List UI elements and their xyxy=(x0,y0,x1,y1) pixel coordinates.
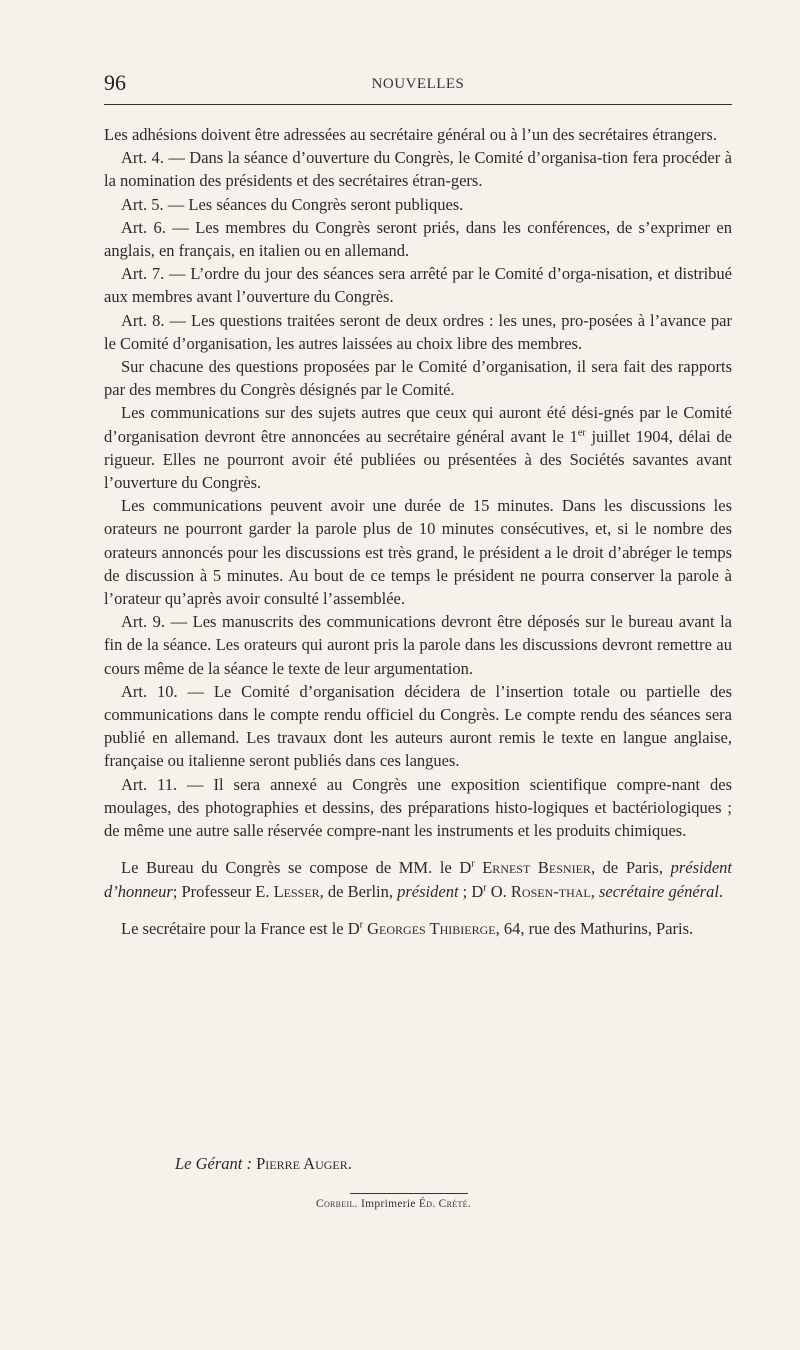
running-title: NOUVELLES xyxy=(371,76,465,92)
paragraph-art-5: Art. 5. — Les séances du Congrès seront publiques. xyxy=(121,194,464,214)
paragraph-art-11: Art. 11. — Il sera annexé au Congrès une exposition scientifique compre-nant des moulages, des photographies et dessins, des préparations histo-logiques et bactériologiques ; de même une autre salle réservée compre-nant les instruments et les produits chimiques. xyxy=(104,774,732,841)
printer-imprint xyxy=(316,1198,471,1210)
bureau-text: ; Professeur E. xyxy=(172,881,274,901)
person-name: O. Rosen-thal xyxy=(486,881,591,901)
printer-text: Imprimerie xyxy=(357,1198,419,1210)
person-role: secrétaire général xyxy=(599,881,719,901)
superscript-r: r xyxy=(359,919,364,931)
paragraph-art-4: Art. 4. — Dans la séance d’ouverture du Congrès, le Comité d’organisa-tion fera procéder à la nomination des présidents et des secrétaires étran-gers. xyxy=(104,148,732,191)
signature-name: Pierre Auger. xyxy=(256,1154,352,1173)
header-rule xyxy=(104,104,732,105)
bureau-text: , de Paris, xyxy=(590,858,671,878)
paragraph-art-7: Art. 7. — L’ordre du jour des séances sera arrêté par le Comité d’orga-nisation, et distribué aux membres avant l’ouverture du Congrès. xyxy=(104,264,732,307)
superscript-r: r xyxy=(483,882,487,893)
paragraph-adhesions: Les adhésions doivent être adressées au secrétaire général ou à l’un des secrétaires étrangers. xyxy=(104,125,717,144)
person-name: Ernest Besnier xyxy=(474,858,591,878)
paragraph-art-9: Art. 9. — Les manuscrits des communications devront être déposés sur le bureau avant la fin de la séance. Les orateurs qui auront pris la parole dans les discussions devront remettre au cours même de la séance le texte de leur argumentation. xyxy=(104,612,732,678)
paragraph-secretaire xyxy=(104,917,732,940)
person-name: Lesser xyxy=(273,881,320,901)
person-role: président d’honneur xyxy=(104,858,733,901)
paragraph-art-10: Art. 10. — Le Comité d’organisation décidera de l’insertion totale ou partielle des communications dans le compte rendu officiel du Congrès. Le compte rendu des séances sera publié en allemand. Les travaux dont les auteurs auront remis le texte en langue anglaise, française ou italienne seront publiés dans ces langues. xyxy=(104,681,732,771)
signature-label: Le Gérant : xyxy=(175,1154,252,1173)
signature-line xyxy=(175,1154,352,1174)
bureau-text: . xyxy=(718,881,724,901)
paragraph-art-6: Art. 6. — Les membres du Congrès seront priés, dans les conférences, de s’exprimer en anglais, en français, en italien ou en allemand. xyxy=(104,217,732,261)
secretary-text: Le secrétaire pour la France est le D xyxy=(121,918,360,938)
paragraph-duree: Les communications peuvent avoir une durée de 15 minutes. Dans les discussions les orateurs ne pourront garder la parole plus de 10 minutes consécutives, et, si le nombre des orateurs annoncés pour les discussions est très grand, le président a le droit d’abréger le temps de discussion à 5 minutes. Au bout de ce temps le président ne pourra conserver la parole à l’orateur qu’après avoir consulté l’assemblée. xyxy=(104,496,732,609)
printer-rule xyxy=(350,1193,468,1194)
superscript-er: er xyxy=(577,427,586,439)
body-text xyxy=(104,123,732,940)
superscript-r: r xyxy=(471,858,475,870)
communications-text-b: juillet 1904, délai de rigueur. Elles ne pourront avoir été publiées ou présentées à des Sociétés savantes avant l’ouverture du Congrès. xyxy=(104,426,732,493)
printer-city: Corbeil. xyxy=(316,1198,358,1210)
secretary-text: , 64, rue des Mathurins, Paris. xyxy=(495,918,694,938)
paragraph-questions: Sur chacune des questions proposées par le Comité d’organisation, il sera fait des rapports par des membres du Congrès désignés par le Comité. xyxy=(104,357,732,400)
paragraph-art-8: Art. 8. — Les questions traitées seront de deux ordres : les unes, pro-posées à l’avance par le Comité d’organisation, les autres laissées au choix libre des membres. xyxy=(104,310,732,353)
bureau-text: Le Bureau du Congrès se compose de MM. le D xyxy=(121,858,472,878)
bureau-text: , de Berlin, xyxy=(319,881,398,901)
person-role: président xyxy=(397,881,459,901)
page-number: 96 xyxy=(104,70,126,95)
person-name: Georges Thibierge xyxy=(363,918,496,938)
paragraph-bureau xyxy=(104,856,732,902)
bureau-text: ; D xyxy=(458,881,484,901)
bureau-text: , xyxy=(590,881,600,901)
printer-name: Éd. Crété. xyxy=(418,1198,472,1210)
paragraph-communications xyxy=(104,401,732,494)
page-header xyxy=(104,70,732,100)
communications-text-a: Les communications sur des sujets autres que ceux qui auront été dési-gnés par le Comité d’organisation devront être annoncées au secrétaire général avant le 1 xyxy=(104,403,732,446)
